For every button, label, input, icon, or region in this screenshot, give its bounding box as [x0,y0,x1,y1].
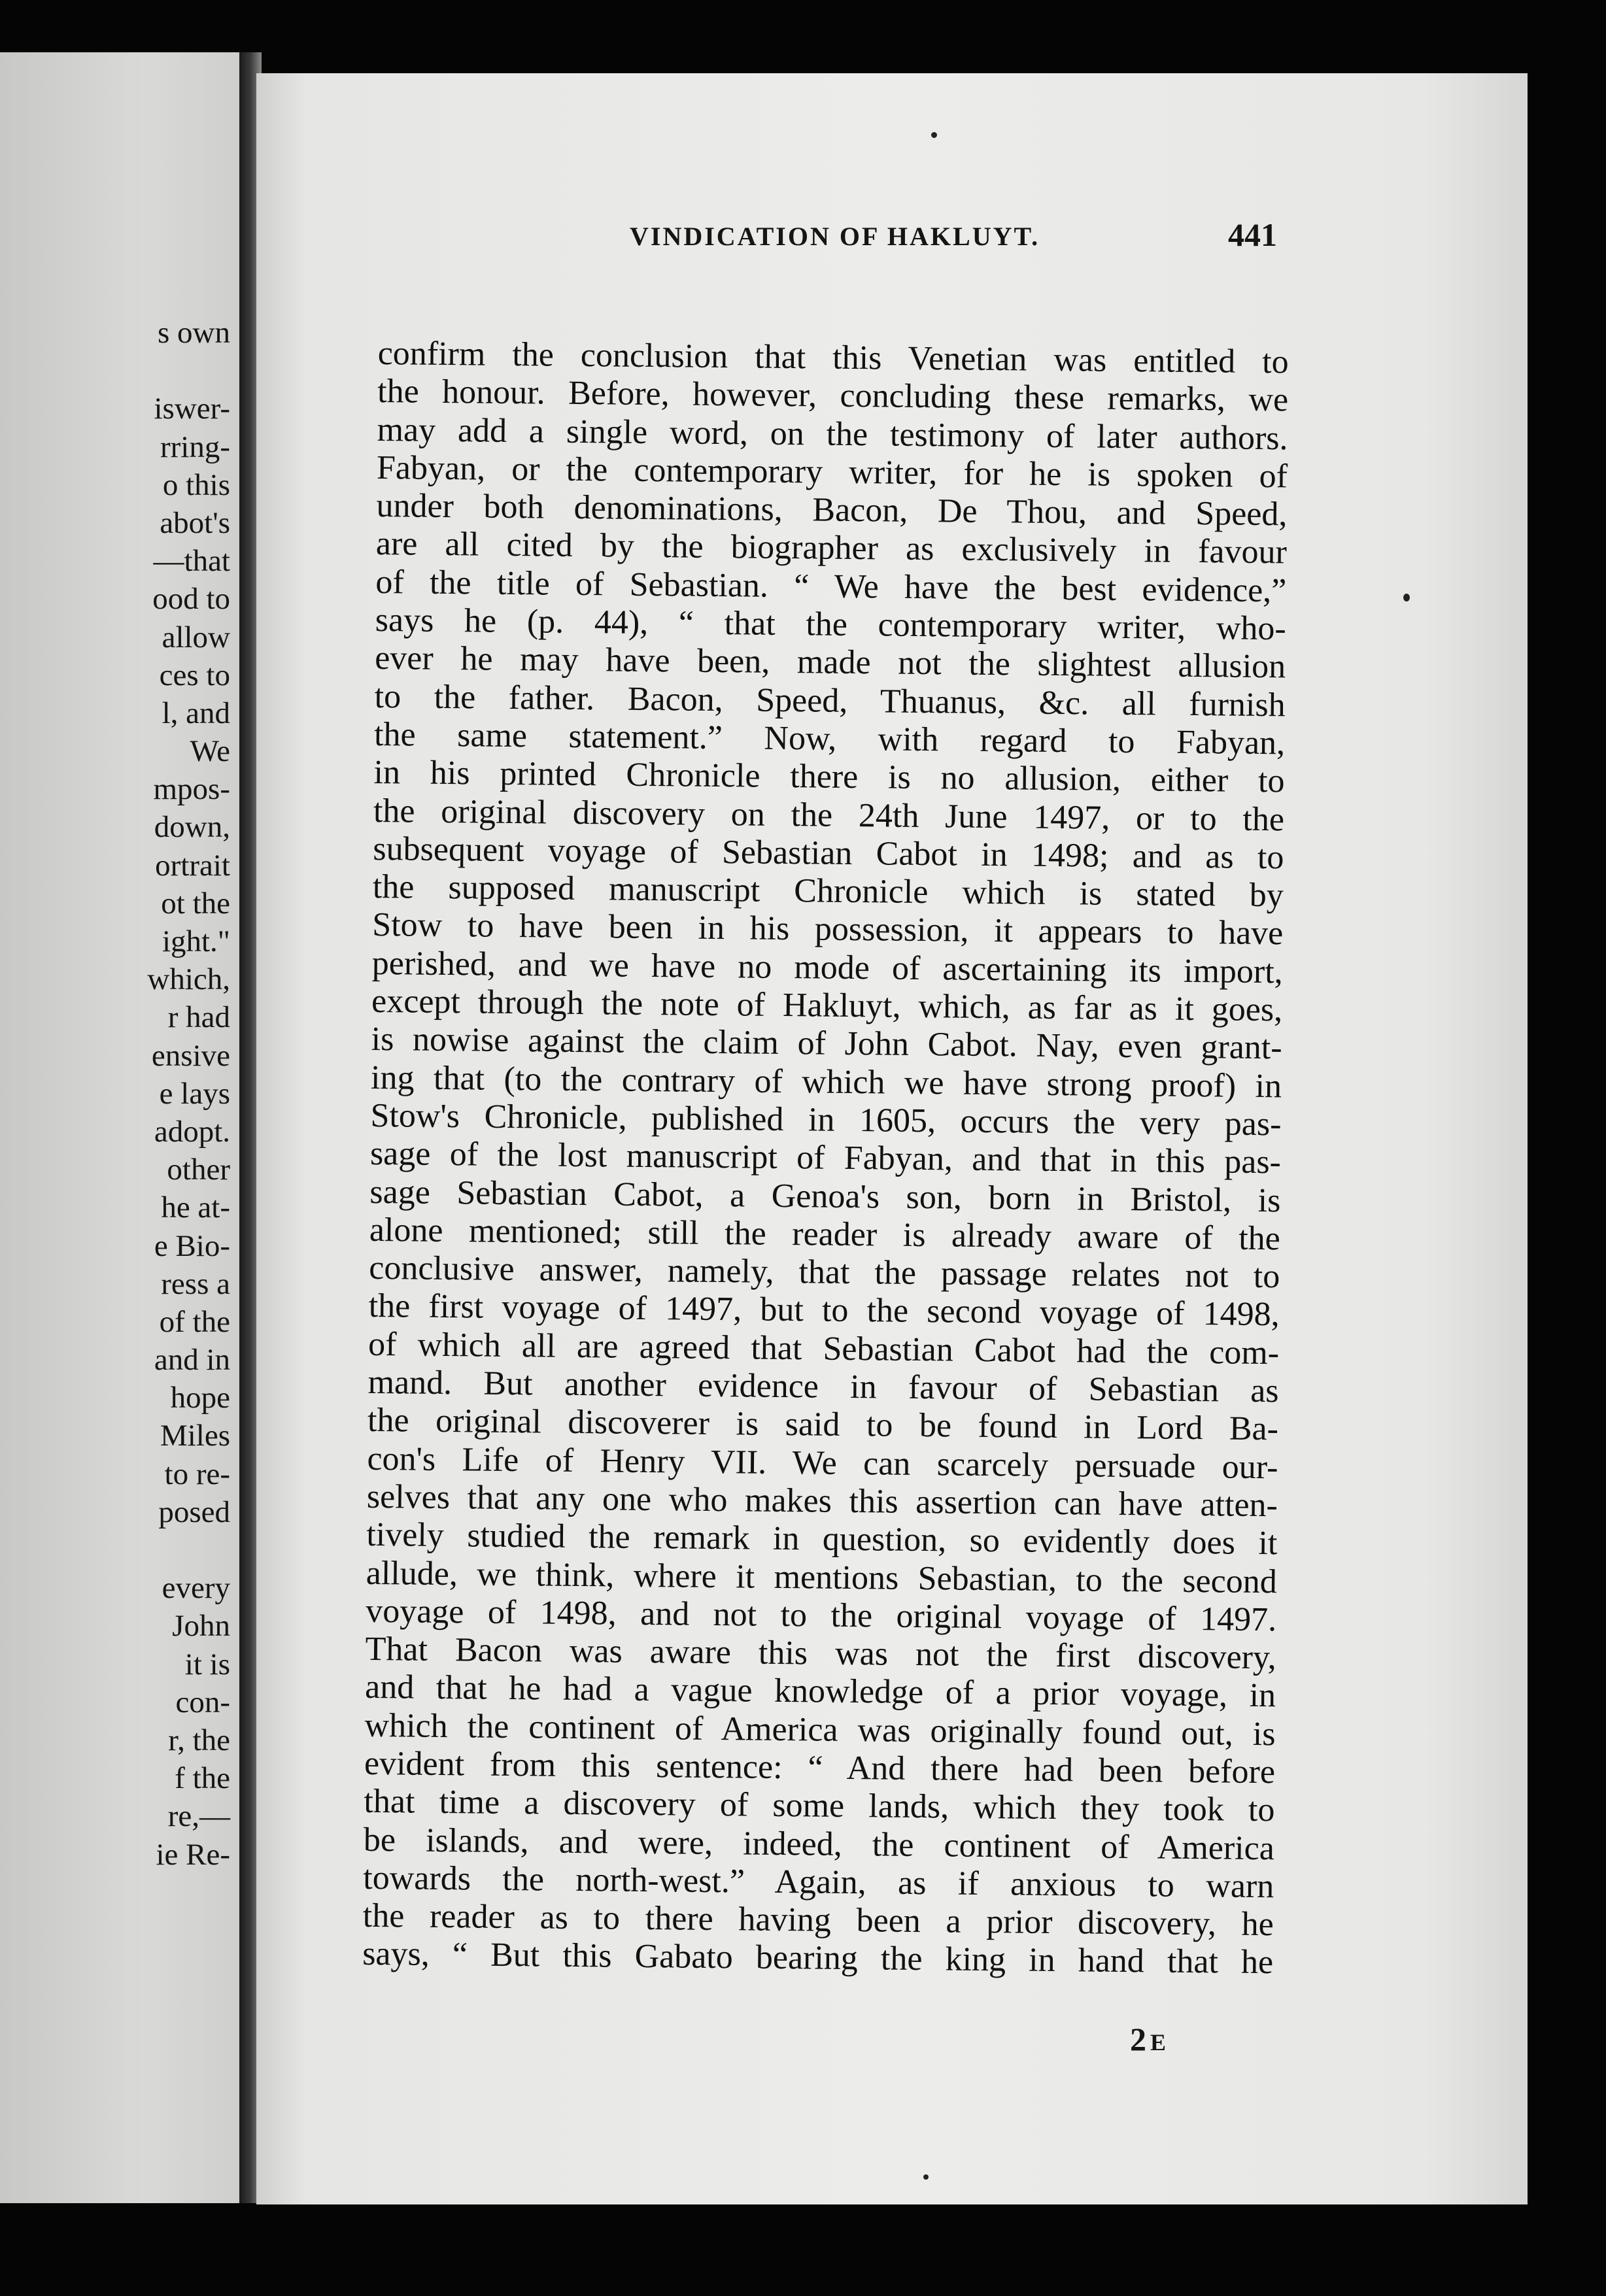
left-page-line: Miles [160,1419,230,1453]
body-line: con's Life of Henry VII. We can scarcely persuade our- [367,1440,1278,1486]
left-page-line: ot the [161,886,230,920]
left-page-line: f the [175,1761,230,1796]
left-page-line: he at- [161,1190,230,1225]
left-page-line: down, [154,810,230,845]
left-page-line: and in [154,1343,230,1377]
body-line: in his printed Chronicle there is no allusion, either to [373,754,1285,800]
speck-top [931,132,937,138]
body-line: says, “ But this Gabato bearing the king in hand that he [362,1935,1274,1982]
body-text [362,335,1289,1982]
left-page-line: We [190,734,230,769]
left-page-line: abot's [160,505,230,540]
body-line: the supposed manuscript Chronicle which is stated by [372,868,1284,915]
body-line: sage of the lost manuscript of Fabyan, and that in this pas- [369,1135,1282,1181]
body-line: confirm the conclusion that this Venetian was entitled to [377,335,1289,381]
body-line: perished, and we have no mode of ascertaining its import, [371,944,1283,991]
left-page-line: adopt. [154,1114,230,1149]
left-page-line: mpos- [153,772,230,807]
left-page-line: con- [175,1685,230,1719]
body-line: is nowise against the claim of John Cabot. Nay, even grant- [371,1021,1282,1067]
page-number: 441 [1228,216,1277,253]
left-page-line: John [172,1609,230,1644]
left-page-line: ces to [159,658,230,692]
left-page-line: to re- [164,1457,230,1491]
left-page-text [8,314,230,1874]
body-line: tively studied the remark in question, so evidently does it [366,1516,1278,1562]
body-line: the honour. Before, however, concluding these remarks, we [377,373,1289,419]
body-line: Stow to have been in his possession, it appears to have [372,906,1284,953]
body-line: says he (p. 44), “ that the contemporary writer, who- [375,601,1287,648]
left-page-line: iswer- [154,392,230,426]
body-line: to the father. Bacon, Speed, Thuanus, &c. all furnish [374,677,1286,724]
body-line: be islands, and were, indeed, the continent of America [363,1821,1275,1867]
body-line: that time a discovery of some lands, which they took to [364,1783,1275,1829]
left-page-line: every [162,1571,230,1606]
left-page-line: s own [158,316,230,350]
body-line: towards the north-west.” Again, as if anxious to warn [363,1859,1274,1906]
body-line: may add a single word, on the testimony of later authors. [377,411,1288,457]
speck-bottom [923,2174,929,2180]
left-page-line [8,352,230,390]
body-line: Fabyan, or the contemporary writer, for he is spoken of [376,448,1288,496]
left-page-line: which, [147,962,230,997]
left-page-line: rring- [160,430,230,464]
left-page [0,52,239,2203]
left-page-line: hope [170,1381,230,1415]
left-page-line: it is [184,1647,230,1681]
body-line: and that he had a vague knowledge of a prior voyage, in [364,1668,1276,1715]
body-line: the same statement.” Now, with regard to Fabyan, [373,715,1286,762]
left-page-line: allow [162,620,230,654]
signature-mark [1130,2020,1170,2058]
body-line: ing that (to the contrary of which we have strong proof) in [370,1058,1282,1105]
signature-number: 2 [1130,2021,1150,2057]
body-line: alone mentioned; still the reader is already aware of the [369,1211,1281,1258]
left-page-line: other [167,1153,230,1187]
left-page-line: posed [158,1494,230,1529]
left-page-line: ress a [161,1266,230,1301]
body-line: conclusive answer, namely, that the passage relates not to [369,1249,1280,1296]
left-page-line: ie Re- [156,1837,230,1872]
left-page-line: ortrait [155,848,230,883]
left-page-line: —that [153,544,230,579]
body-line: voyage of 1498, and not to the original voyage of 1497. [365,1592,1277,1639]
left-page-line: of the [159,1304,230,1339]
left-page-line: l, and [162,696,230,730]
left-page-line: r, the [168,1723,230,1757]
running-head [381,216,1277,262]
left-page-line: ood to [152,582,230,616]
body-line: of the title of Sebastian. “ We have the best evidence,” [375,563,1287,610]
body-line: Stow's Chronicle, published in 1605, occurs the very pas- [370,1096,1282,1143]
body-line: are all cited by the biographer as exclusively in favour [375,525,1288,571]
signature-letter: E [1150,2029,1170,2055]
body-line: sage Sebastian Cabot, a Genoa's son, born in Bristol, is [369,1173,1281,1219]
body-line: the original discoverer is said to be found in Lord Ba- [367,1402,1279,1448]
left-page-line: ensive [151,1038,230,1073]
left-page-line: re,— [167,1799,230,1834]
body-line: the reader as to there having been a prior discovery, he [362,1897,1274,1944]
body-line: evident from this sentence: “ And there had been before [364,1744,1276,1791]
body-line: That Bacon was aware this was not the first discovery, [365,1630,1276,1677]
left-page-line: ight." [162,924,230,958]
body-line: mand. But another evidence in favour of Sebastian as [367,1363,1279,1410]
left-page-line: e lays [159,1076,230,1111]
left-page-line: e Bio- [154,1228,230,1263]
left-page-line: r had [167,1000,230,1035]
left-page-line [8,1531,230,1569]
body-line: selves that any one who makes this assertion can have atten- [366,1477,1278,1525]
body-line: which the continent of America was originally found out, is [364,1706,1276,1753]
body-line: the original discovery on the 24th June 1497, or to the [373,792,1285,838]
body-line: subsequent voyage of Sebastian Cabot in 1498; and as to [373,830,1284,877]
body-line: under both denominations, Bacon, De Thou, and Speed, [376,487,1288,533]
body-line: ever he may have been, made not the slightest allusion [374,639,1286,686]
body-line: allude, we think, where it mentions Sebastian, to the second [366,1554,1278,1600]
body-line: except through the note of Hakluyt, which, as far as it goes, [371,983,1283,1029]
left-page-line: o this [162,467,230,502]
body-line: of which all are agreed that Sebastian Cabot had the com- [367,1325,1280,1372]
body-line: the first voyage of 1497, but to the second voyage of 1498, [368,1287,1280,1334]
running-title: VINDICATION OF HAKLUYT. [630,222,1040,251]
speck-margin [1403,594,1410,601]
